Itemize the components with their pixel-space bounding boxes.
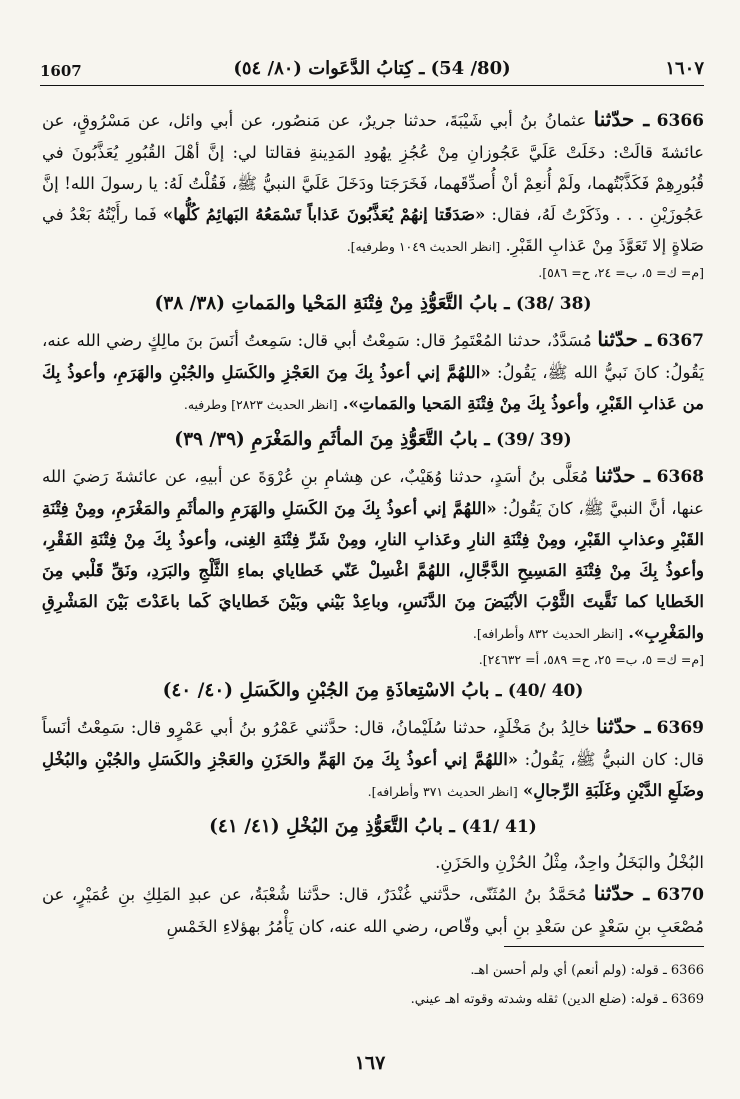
page-header [40, 52, 704, 86]
page-number-arabic: ١٦٠٧ [665, 58, 704, 79]
chapter-number-latin: (39/ 39) [496, 430, 572, 450]
hadith-keyword: حدّثنا [593, 107, 635, 131]
chapter-heading-38 [42, 288, 704, 320]
hadith-quote: «صَدَقَتا إنهُمْ يُعَذَّبُونَ عَذاباً تَسْمَعُهُ البَهائِمُ كُلُّها» [162, 205, 486, 224]
page-footer-number: ١٦٧ [354, 1052, 386, 1074]
hadith-text: مُعَلَّى بنُ أسَدٍ، حدثنا وُهَيْبٌ، عن هِشامِ بنِ عُرْوَةَ عن أبيهِ، عن عائشةَ رَضيَ الله عنها، أنَّ النبيَّ ﷺ، كانَ يَقُولُ: [42, 467, 704, 518]
hadith-text-after: فَما رأَيْتُهُ بَعْدُ في صَلاةٍ إلا تَعَوَّذَ مِنْ عَذابِ القَبْرِ. [42, 205, 704, 255]
hadith-reference: [انظر الحديث ٨٣٢ وأطرافه]. [472, 626, 623, 641]
chapter-number-latin: (38/ 38) [515, 294, 592, 314]
hadith-number: 6366 [656, 111, 704, 131]
hadith-keyword: حدّثنا [597, 327, 638, 351]
chapter-title: ـ بابُ التَّعَوُّذِ مِنَ المأثَمِ والمَغْرَمِ [251, 429, 490, 450]
chapter-title: ـ بابُ الاسْتِعاذَةِ مِنَ الجُبْنِ والكَسَلِ [239, 680, 502, 701]
hadith-number: 6370 [656, 885, 705, 905]
hadith-text: مُسَدَّدٌ، حدثنا المُعْتَمِرُ قال: سَمِعْتُ أبي قال: سَمِعتُ أنَسَ بنَ مالِكٍ رضي الله عنه، يَقُولُ: كانَ نَبيُّ الله ﷺ، يَقُولُ: [42, 331, 704, 382]
hadith-reference: [انظر الحديث ٣٧١ وأطرافه]. [367, 784, 518, 799]
page-body [42, 104, 704, 942]
hadith-6368: 6368 ـ حدّثنا مُعَلَّى بنُ أسَدٍ، حدثنا وُهَيْبٌ، عن هِشامِ بنِ عُرْوَةَ عن أبيهِ، عن عائشةَ رَضيَ الله عنها، أنَّ النبيَّ ﷺ، كانَ يَقُولُ: «اللهُمَّ إني أعوذُ بِكَ مِنَ الكَسَلِ والهَرَمِ والمأثَمِ والمَغْرَمِ، ومِنْ فِتْنَةِ القَبْرِ وعذابِ القَبْرِ، ومِنْ فِتْنَةِ النارِ وعَذابِ النارِ، ومِنْ شَرِّ فِتْنَةِ الغِنى، وأعوذُ بِكَ مِنْ فِتْنَةِ الفَقْرِ، وأعوذُ بِكَ مِنْ فِتْنَةِ المَسِيحِ الدَّجَّالِ، اللهُمَّ اغْسِلْ عَنّي خَطاياي بماءِ الثَّلْجِ والبَرَدِ، ونَقِّ قَلْبي مِنَ الخَطايا كما نَقَّيتَ الثَّوْبَ الأبْيَضَ مِنَ الدَّنَسِ، وباعِدْ بَيْني وبَيْنَ خَطايايَ كَما باعَدْتَ بَيْنَ المَشْرِقِ والمَغْرِبِ». [انظر الحديث ٨٣٢ وأطرافه]. [م= ك= ٥، ب= ٢٥، ح= ٥٨٩، أ= ٢٤٦٣٢]. [42, 460, 704, 671]
chapter-41-note: البُخْلُ والبَخَلُ واحِدٌ، مِثْلُ الحُزْنِ والحَزَنِ. [435, 853, 704, 872]
hadith-reference: [انظر الحديث ١٠٤٩ وطرفيه]. [346, 239, 501, 254]
running-title: (80/ 54) ـ كِتابُ الدَّعَوات (٨٠/ ٥٤) [233, 58, 511, 79]
hadith-6370: 6370 ـ حدّثنا مُحَمَّدُ بنُ المُثَنّى، حدَّثني غُنْدَرٌ، قال: حدَّثنا شُعْبَةُ، عن عبدِ المَلِكِ بنِ عُمَيْرٍ، عن مُصْعَبِ بنِ سَعْدٍ عن سَعْدِ بنِ أبي وقّاص، رضي الله عنه، كان يَأْمُرُ بهؤلاءِ الخَمْسِ [42, 881, 705, 936]
hadith-text: عثمانُ بنُ أبي شَيْبَةَ، حدثنا جريرٌ، عن مَنصُور، عن أبي وائل، عن مَسْرُوقٍ، عن عائشةَ قالَتْ: دخَلَتْ عَلَيَّ عَجُوزانِ مِنْ عُجُزِ يهُودِ المَدِينةِ فقالتا لي: إنَّ أهْلَ القُبُورِ يُعَذَّبُونَ في قُبُورِهِمْ فَكَذَّبْتُهما، ولَمْ أُنعِمْ أنْ أُصدِّقَهما، فَخَرَجَتا ودَخَلَ عَلَيَّ النبيُّ ﷺ، فَقُلْتُ لَهُ: يا رسولَ الله! إنَّ عَجُوزَيْنِ . . . وذَكَرْتُ لَهُ، فقال: [42, 111, 704, 224]
hadith-number: 6368 [656, 467, 704, 487]
footnotes [44, 956, 704, 1014]
chapter-number-arabic: (٣٨/ ٣٨) [154, 293, 225, 314]
hadith-symbols: [م= ك= ٥، ب= ٢٤، ح= ٥٨٦]. [538, 265, 704, 280]
hadith-keyword: حدّثنا [595, 463, 636, 487]
footnote-6369: 6369 ـ قوله: (ضلع الدين) ثقله وشدته وقوته اهـ عيني. [410, 992, 704, 1007]
hadith-6369: 6369 ـ حدّثنا خالِدُ بنُ مَخْلَدٍ، حدثنا سُلَيْمانُ، قال: حدَّثني عَمْرُو بنُ أبي عَمْرٍو قال: سَمِعْتُ أنَساً قال: كان النبيُّ ﷺ، يَقُولُ: «اللهُمَّ إني أعوذُ بِكَ مِنَ الهَمِّ والحَزَنِ والعَجْزِ والكَسَلِ والجُبْنِ والبُخْلِ وضَلَعِ الدَّيْنِ وغَلَبَةِ الرِّجالِ» [انظر الحديث ٣٧١ وأطرافه]. [42, 714, 704, 800]
hadith-text: مُحَمَّدُ بنُ المُثَنّى، حدَّثني غُنْدَرٌ، قال: حدَّثنا شُعْبَةُ، عن عبدِ المَلِكِ بنِ عُمَيْرٍ، عن مُصْعَبِ بنِ سَعْدٍ عن سَعْدِ بنِ أبي وقّاص، رضي الله عنه، كان يَأْمُرُ بهؤلاءِ الخَمْسِ [42, 885, 704, 936]
chapter-number-arabic: (٣٩/ ٣٩) [174, 429, 245, 450]
chapter-number-latin: (41/ 41) [461, 817, 537, 837]
hadith-6366: 6366 ـ حدّثنا عثمانُ بنُ أبي شَيْبَةَ، حدثنا جريرٌ، عن مَنصُور، عن أبي وائل، عن مَسْرُوقٍ، عن عائشةَ قالَتْ: دخَلَتْ عَلَيَّ عَجُوزانِ مِنْ عُجُزِ يهُودِ المَدِينةِ فقالتا لي: إنَّ أهْلَ القُبُورِ يُعَذَّبُونَ في قُبُورِهِمْ فَكَذَّبْتُهما، ولَمْ أُنعِمْ أنْ أُصدِّقَهما، فَخَرَجَتا ودَخَلَ عَلَيَّ النبيُّ ﷺ، فَقُلْتُ لَهُ: يا رسولَ الله! إنَّ عَجُوزَيْنِ . . . وذَكَرْتُ لَهُ، فقال: «صَدَقَتا إنهُمْ يُعَذَّبُونَ عَذاباً تَسْمَعُهُ البَهائِمُ كُلُّها» فَما رأَيْتُهُ بَعْدُ في صَلاةٍ إلا تَعَوَّذَ مِنْ عَذابِ القَبْرِ. [انظر الحديث ١٠٤٩ وطرفيه]. [م= ك= ٥، ب= ٢٤، ح= ٥٨٦]. [42, 104, 704, 284]
hadith-keyword: حدّثنا [593, 881, 635, 905]
hadith-reference: [انظر الحديث ٢٨٢٣] وطرفيه. [183, 397, 338, 412]
hadith-quote: «اللهُمَّ إني أعوذُ بِكَ مِنَ الكَسَلِ والهَرَمِ والمأثَمِ والمَغْرَمِ، ومِنْ فِتْنَةِ القَبْرِ وعذابِ القَبْرِ، ومِنْ فِتْنَةِ النارِ وعَذابِ النارِ، ومِنْ شَرِّ فِتْنَةِ الغِنى، وأعوذُ بِكَ مِنْ فِتْنَةِ الفَقْرِ، وأعوذُ بِكَ مِنْ فِتْنَةِ المَسِيحِ الدَّجَّالِ، اللهُمَّ اغْسِلْ عَنّي خَطاياي بماءِ الثَّلْجِ والبَرَدِ، ونَقِّ قَلْبي مِنَ الخَطايا كما نَقَّيتَ الثَّوْبَ الأبْيَضَ مِنَ الدَّنَسِ، وباعِدْ بَيْني وبَيْنَ خَطايايَ كَما باعَدْتَ بَيْنَ المَشْرِقِ والمَغْرِبِ». [42, 499, 704, 642]
chapter-title: ـ بابُ التَّعَوُّذِ مِنَ البُخْلِ [286, 816, 455, 837]
chapter-number-arabic: (٤٠/ ٤٠) [162, 680, 234, 701]
header-rule [40, 85, 704, 86]
footnote-rule [504, 946, 704, 947]
chapter-number-latin: (40/ 40) [507, 681, 584, 701]
page-number-latin: 1607 [40, 62, 82, 80]
hadith-text: خالِدُ بنُ مَخْلَدٍ، حدثنا سُلَيْمانُ، قال: حدَّثني عَمْرُو بنُ أبي عَمْرٍو قال: سَمِعْتُ أنَساً قال: كان النبيُّ ﷺ، يَقُولُ: [42, 718, 704, 769]
hadith-quote: «اللهُمَّ إني أعوذُ بِكَ مِنَ الهَمِّ والحَزَنِ والعَجْزِ والكَسَلِ والجُبْنِ والبُخْلِ وضَلَعِ الدَّيْنِ وغَلَبَةِ الرِّجالِ» [42, 750, 704, 800]
chapter-heading-41 [42, 811, 704, 843]
chapter-heading-40 [42, 675, 704, 707]
hadith-number: 6369 [656, 718, 704, 738]
chapter-heading-39 [42, 424, 704, 456]
hadith-number: 6367 [656, 331, 704, 351]
hadith-symbols: [م= ك= ٥، ب= ٢٥، ح= ٥٨٩، أ= ٢٤٦٣٢]. [478, 652, 704, 667]
footnote-6366: 6366 ـ قوله: (ولم أنعم) أي ولم أحسن اهـ. [470, 963, 704, 978]
chapter-number-arabic: (٤١/ ٤١) [209, 816, 280, 837]
chapter-title: ـ بابُ التَّعَوُّذِ مِنْ فِتْنَةِ المَحْيا والمَماتِ [231, 293, 510, 314]
hadith-keyword: حدّثنا [596, 714, 637, 738]
hadith-quote: «اللهُمَّ إني أعوذُ بِكَ مِنَ العَجْزِ والكَسَلِ والجُبْنِ والهَرَمِ، وأعوذُ بِكَ من عَذابِ القَبْرِ، وأعوذُ بِكَ مِنْ فِتْنَةِ المَحيا والمَماتِ». [42, 363, 704, 413]
hadith-6367: 6367 ـ حدّثنا مُسَدَّدٌ، حدثنا المُعْتَمِرُ قال: سَمِعْتُ أبي قال: سَمِعتُ أنَسَ بنَ مالِكٍ رضي الله عنه، يَقُولُ: كانَ نَبيُّ الله ﷺ، يَقُولُ: «اللهُمَّ إني أعوذُ بِكَ مِنَ العَجْزِ والكَسَلِ والجُبْنِ والهَرَمِ، وأعوذُ بِكَ من عَذابِ القَبْرِ، وأعوذُ بِكَ مِنْ فِتْنَةِ المَحيا والمَماتِ». [انظر الحديث ٢٨٢٣] وطرفيه. [42, 327, 704, 413]
